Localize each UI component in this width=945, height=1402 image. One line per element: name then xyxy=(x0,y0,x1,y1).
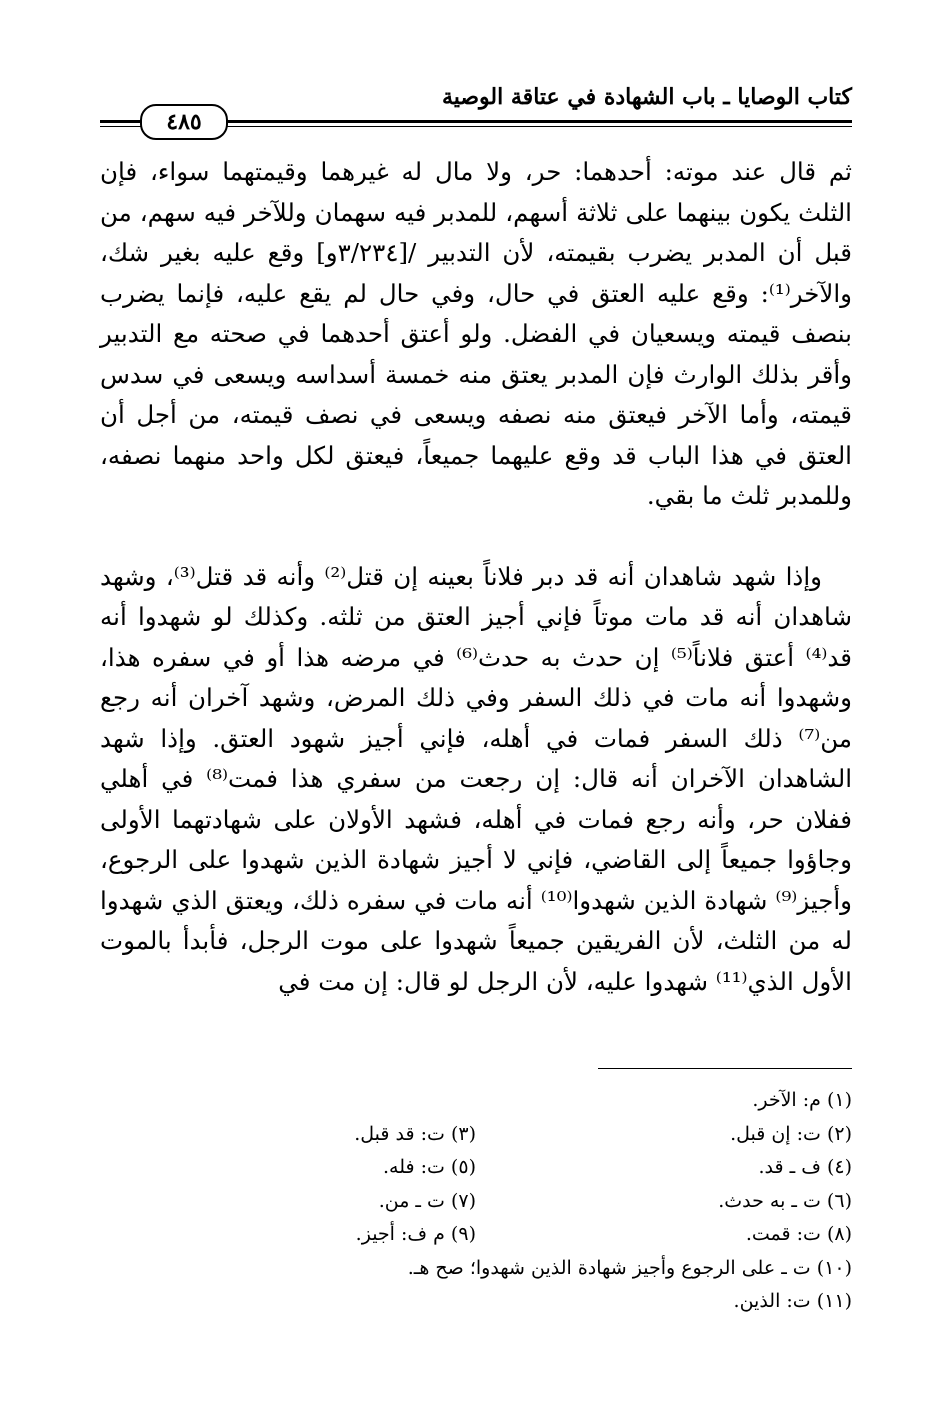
footnotes xyxy=(100,1084,852,1319)
footnote: (١١) ت: الذين. xyxy=(733,1290,852,1312)
footnote: (٣) ت: قد قبل. xyxy=(354,1122,476,1145)
page-number: ٤٨٥ xyxy=(140,104,228,140)
footnote: (١) م: الآخر. xyxy=(752,1089,852,1111)
footnote-row xyxy=(100,1118,852,1152)
footnote: (٤) ف ـ قد. xyxy=(758,1156,852,1178)
main-text xyxy=(100,152,852,1002)
footnote xyxy=(100,1084,476,1118)
running-header xyxy=(100,78,852,138)
footnote-row xyxy=(100,1285,852,1319)
footnote: (٧) ت ـ من. xyxy=(378,1189,476,1212)
footnote: (٢) ت: إن قبل. xyxy=(730,1122,852,1145)
footnote-row xyxy=(100,1218,852,1252)
paragraph: وإذا شهد شاهدان أنه قد دبر فلاناً بعينه إن قتل⁽²⁾ وأنه قد قتل⁽³⁾، وشهد شاهدان أنه قد مات موتاً فإني أجيز العتق من ثلثه. وكذلك لو شهدوا أنه قد⁽⁴⁾ أعتق فلاناً⁽⁵⁾ إن حدث به حدث⁽⁶⁾ في مرضه هذا أو في سفره هذا، وشهدوا أنه مات في ذلك السفر وفي ذلك المرض، وشهد آخران أنه رجع من⁽⁷⁾ ذلك السفر فمات في أهله، فإني أجيز شهود العتق. وإذا شهد الشاهدان الآخران أنه قال: إن رجعت من سفري هذا فمت⁽⁸⁾ في أهلي ففلان حر، وأنه رجع فمات في أهله، فشهد الأولان على شهادتهما الأولى وجاؤوا جميعاً إلى القاضي، فإني لا أجيز شهادة الذين شهدوا على الرجوع، وأجيز⁽⁹⁾ شهادة الذين شهدوا⁽¹⁰⁾ أنه مات في سفره ذلك، ويعتق الذي شهدوا له من الثلث، لأن الفريقين جميعاً شهدوا على موت الرجل، فأبدأ بالموت الأول الذي⁽¹¹⁾ شهدوا عليه، لأن الرجل لو قال: إن مت في xyxy=(100,561,853,996)
footnote-row xyxy=(100,1151,852,1185)
footnote-separator xyxy=(598,1068,852,1069)
footnote: (٥) ت: فله. xyxy=(382,1156,476,1178)
footnote-row xyxy=(100,1185,852,1219)
footnote: (٩) م ف: أجيز. xyxy=(355,1223,476,1245)
footnote-row xyxy=(100,1252,852,1286)
paragraph: ثم قال عند موته: أحدهما: حر، ولا مال له غيرهما وقيمتهما سواء، فإن الثلث يكون بينهما على ثلاثة أسهم، للمدبر فيه سهمان وللآخر فيه سهم، من قبل أن المدبر يضرب بقيمته، لأن التدبير /[٣/٢٣٤و] وقع عليه بغير شك، والآخر⁽¹⁾: وقع عليه العتق في حال، وفي حال لم يقع عليه، فإنما يضرب بنصف قيمته ويسعيان في الفضل. ولو أعتق أحدهما في صحته مع التدبير وأقر بذلك الوارث فإن المدبر يعتق منه خمسة أسداسه ويسعى في سدس قيمته، وأما الآخر فيعتق منه نصفه ويسعى في نصف قيمته، من أجل أن العتق في هذا الباب قد وقع عليهما جميعاً، فيعتق لكل واحد منهما نصفه، وللمدبر ثلث ما بقي. xyxy=(100,157,852,510)
footnote-row xyxy=(100,1084,852,1118)
footnote: (٦) ت ـ به حدث. xyxy=(718,1189,852,1212)
footnote: (٨) ت: قمت. xyxy=(745,1223,852,1245)
header-title: كتاب الوصايا ـ باب الشهادة في عتاقة الوصية xyxy=(441,84,852,110)
footnote: (١٠) ت ـ على الرجوع وأجيز شهادة الذين شهدوا؛ صح هـ. xyxy=(407,1256,852,1279)
